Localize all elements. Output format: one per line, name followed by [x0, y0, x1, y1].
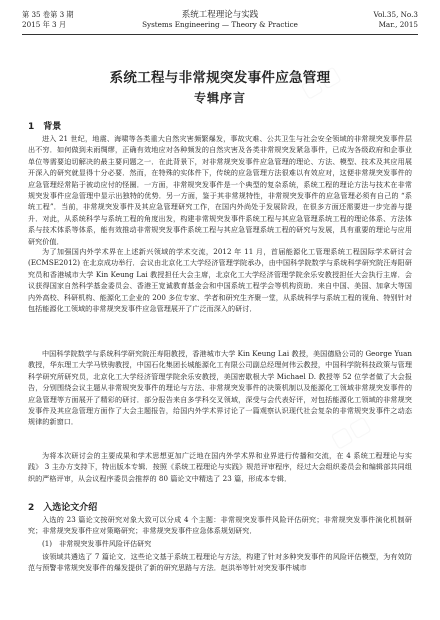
- article-title: 系统工程与非常规突发事件应急管理: [109, 70, 331, 86]
- header-volume-en-block: [373, 10, 418, 30]
- header-date-cn: 2015 年 3 月: [22, 20, 67, 29]
- article-subtitle: 专辑序言: [193, 91, 246, 105]
- section-2-subheading-1: (1) 非常规突发事件风险评估研究: [42, 539, 152, 548]
- section-2-paragraph-1: 入选的 23 篇论文按研究对象大致可以分成 4 个主题：非常规突发事件风险评估研究；非常规突发事件演化机制研究；非常规突发事件应对策略研究；非常规突发事件应急体系规划研究．: [28, 515, 412, 536]
- header-volume-en: Vol.35, No.3: [373, 10, 418, 19]
- header-rule: [22, 34, 418, 35]
- section-1-paragraph-3: 中国科学院数学与系统科学研究院汪寿阳教授，香港城市大学 Kin Keung Lai 教授，美国德励公司的 George Yuan 教授，华东理工大学马铁驹教授，中国石化集团长城能源化工有限公司副总经理何伟云教授，中国科学院科技政策与管理科学研究所研究员，北京化工大学经济管理学院余乐安教授，美国密歇根大学 Michael D. 教授等 52 位学者做了大会报告，分别围绕会议主题从非常规突发事件的理论与方法、非常规突发事件的决策机制以及能源化工领域非常规突发事件的应急管理等方面展开了精彩的研讨．部分报告来自多学科交叉领域，深受与会代表好评，对包括能源化工领域的非常规突发事件及其应急管理方面作了大会主题报告，给国内外学术界讨论了一篇观察认识现代社会复杂的非常规突发事件之动态规律的新窗口．: [28, 349, 412, 427]
- header-date-en: Mar., 2015: [378, 20, 418, 29]
- header-journal: [22, 10, 418, 30]
- header-journal-en: Systems Engineering — Theory & Practice: [142, 20, 298, 29]
- section-2-heading: 2 入选论文介绍: [28, 503, 98, 513]
- section-2-paragraph-2: 该领域共遴选了 7 篇论文．这些论文基于系统工程理论与方法，构建了针对多种突发事件的风险评估模型，为有效防范与预警非常规突发事件的爆发提供了新的研究思路与方法．赵洪举等针对突发事件城市: [28, 552, 412, 573]
- header-journal-cn: 系统工程理论与实践: [181, 10, 259, 20]
- section-1-paragraph-2: 为了加强国内外学术界在上述新兴领域的学术交流，2012 年 11 月，首届能源化工管理系统工程国际学术研讨会 (ECMSE2012) 在北京成功举行．会议由北京化工大学经济管理学院承办，由中国科学院数学与系统科学研究院汪寿阳研究员和香港城市大学 Kin Keung Lai 教授担任大会主席，北京化工大学经济管理学院余乐安教授担任大会执行主席．会议获得国家自然科学基金委员会、香港王宽诚教育基金会和中国系统工程学会等机构资助．来自中国、美国、加拿大等国内外高校、科研机构、能源化工企业的 200 多位专家、学者和研究生齐聚一堂，从系统科学与系统工程的视角、特别针对包括能源化工领域的非常规突发事件应急管理展开了广泛而深入的研讨．: [28, 247, 412, 314]
- section-1-paragraph-4: 为将本次研讨会的主要成果和学术思想更加广泛地在国内外学术界和业界进行传播和交流，在 4 系统工程理论与实践》 3 主办方支持下，特出版本专辑．按照《系统工程理论与实践》规范评审程序，经过大会组织委员会和编辑部共同组织的严格评审，从会议程序委员会推荐的 80 篇论文中精选了 23 篇，形成本专辑．: [28, 451, 412, 483]
- header-volume: 第 35 卷第 3 期: [22, 10, 74, 19]
- section-1-heading: 1 背景: [28, 122, 62, 132]
- section-1-paragraph-1: 进入 21 世纪，地震、海啸等各类重大自然灾害频繁爆发，事故灾难、公共卫生与社会安全领域的非常规突发事件层出不穷．如何做到未雨绸缪，正确有效地应对各种频发的自然灾害及各类非常规突发紧急事件，已成为各级政府和企事业单位等需要迫切解决的最主要问题之一．在此背景下，对非常规突发事件应急管理的理论、方法、模型、技术及其应用展开深入的研究就显得十分必要．然而，在特殊的实体件下，传统的应急管理方法很难以有效应对，这便非常规突发事件的应急管理经常陷于被动应付的怪圈．一方面，非常规突发事件是一个典型的复杂系统，系统工程的理论方法与技术在非常规突发事件应急管理中显示出独特的优势．另一方面，鉴于其非常规特性，非常规突发事件的应急管理必须有自己的 “系统工程”．当前，非常规突发事件及其应急管理研究工作，在国内外尚处于发展阶段，在很多方面还需要进一步完善与提升．对此，从系统科学与系统工程的角度出发，构建非常规突发事件系统工程与其应急管理系统工程的理论体系、方法体系与技术体系等体系，能有效推动非常规突发事件系统工程与其应急管理系统工程的研究与发展，具有重要的理论与应用研究价值．: [28, 134, 412, 246]
- running-header: [22, 8, 418, 36]
